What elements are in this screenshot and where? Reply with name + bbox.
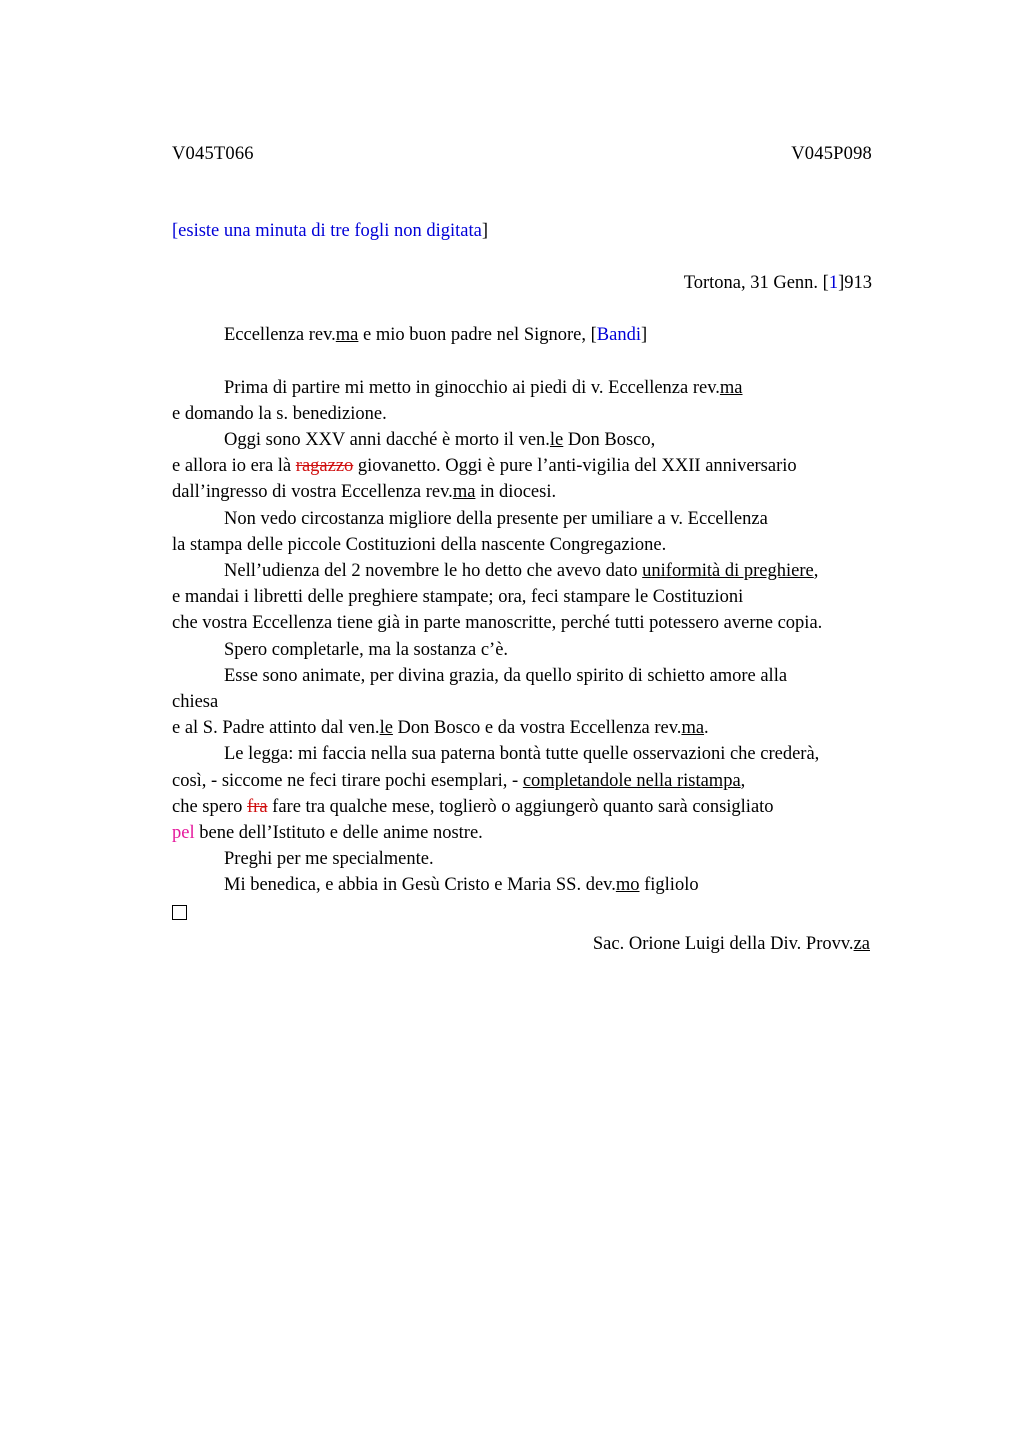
p6-text-e: . [704,718,709,739]
p4-text-b: , [813,561,819,582]
p4-text-c: e mandai i libretti delle preghiere stampate; ora, feci stampare le Costituzioni [172,587,744,608]
p9-text-b: figliolo [639,875,699,896]
p2-abbrev-ma: ma [452,482,476,503]
salutation-start: Eccellenza rev. [224,325,336,346]
editorial-note [172,218,884,244]
paragraph-2-line-3 [172,479,884,505]
p9-abbrev-mo: mo [615,875,640,896]
p2-text-c: e allora io era là [172,456,296,477]
p6-text-c: e al S. Padre attinto dal ven. [172,718,380,739]
paragraph-9 [172,872,884,898]
dateline-prefix: Tortona, 31 Genn. [ [683,273,829,294]
p4-underlined-phrase: uniformità di preghiere [642,561,814,582]
p2-text-a: Oggi sono XXV anni dacché è morto il ven. [224,430,550,451]
paragraph-6-line-2 [172,689,884,715]
p2-text-d: giovanetto. Oggi è pure l’anti-vigilia del XXII anniversario [353,456,797,477]
paragraph-6-line-3 [172,715,884,741]
paragraph-4-line-3 [172,610,884,636]
salutation-abbrev-ma: ma [335,325,359,346]
salutation [172,322,884,348]
editorial-note-close-bracket: ] [481,221,488,241]
p7-text-b: così, - siccome ne feci tirare pochi esemplari, - [172,770,523,791]
p6-abbrev-ma: ma [681,718,705,739]
paragraph-1-line-1 [172,375,884,401]
end-of-document-box-icon [172,905,187,920]
paragraph-6-line-1 [172,663,884,689]
p1-abbrev-ma: ma [719,377,743,398]
p7-inserted-word: pel [172,823,195,844]
paragraph-2-line-1 [172,427,884,453]
signature-text: Sac. Orione Luigi della Div. Provv. [592,933,854,954]
p7-text-f: bene dell’Istituto e delle anime nostre. [194,823,483,844]
header-left-code: V045T066 [172,144,254,164]
p6-text-b: chiesa [172,692,219,713]
p2-abbrev-le: le [549,430,564,451]
p5-text: Spero completarle, ma la sostanza c’è. [224,639,509,660]
p4-text-a: Nell’udienza del 2 novembre le ho detto che avevo dato [224,561,643,582]
p7-deleted-word: fra [247,796,268,817]
p7-text-d: che spero [172,796,247,817]
paragraph-5 [172,637,884,663]
p4-text-d: che vostra Eccellenza tiene già in parte manoscritte, perché tutti potessero averne copia. [172,613,823,634]
paragraph-4-line-1 [172,558,884,584]
letter-body [172,218,884,957]
p1-text-b: e domando la s. benedizione. [172,403,387,424]
p2-text-e: dall’ingresso di vostra Eccellenza rev. [172,482,453,503]
salutation-close-bracket: ] [640,325,648,346]
signature-line [172,931,884,957]
p2-deleted-word: ragazzo [295,456,354,477]
p7-underlined-phrase: completandole nella ristampa [522,770,741,791]
p3-text-a: Non vedo circostanza migliore della presente per umiliare a v. Eccellenza [224,508,768,529]
paragraph-7-line-1 [172,741,884,767]
p1-text-a: Prima di partire mi metto in ginocchio ai piedi di v. Eccellenza rev. [224,377,720,398]
p2-text-f: in diocesi. [475,482,557,503]
paragraph-2-line-2 [172,453,884,479]
p6-text-d: Don Bosco e da vostra Eccellenza rev. [392,718,682,739]
salutation-recipient-name: Bandi [596,325,641,346]
paragraph-7-line-4 [172,820,884,846]
signature-abbrev-za: za [853,933,870,954]
p2-text-b: Don Bosco, [563,430,656,451]
paragraph-1-line-2 [172,401,884,427]
paragraph-7-line-2 [172,768,884,794]
paragraph-4-line-2 [172,584,884,610]
paragraph-3-line-1 [172,506,884,532]
editorial-note-open-bracket: [ [172,221,179,241]
p3-text-b: la stampa delle piccole Costituzioni della nascente Congregazione. [172,534,667,555]
p7-text-e: fare tra qualche mese, toglierò o aggiungerò quanto sarà consigliato [267,796,774,817]
dateline-bracket-number: 1 [828,273,839,294]
p7-text-a: Le legga: mi faccia nella sua paterna bontà tutte quelle osservazioni che crederà, [224,744,820,765]
p6-text-a: Esse sono animate, per divina grazia, da quello spirito di schietto amore alla [224,665,788,686]
page-header [172,144,872,165]
editorial-note-text: esiste una minuta di tre fogli non digitata [178,221,482,241]
p9-text-a: Mi benedica, e abbia in Gesù Cristo e Maria SS. dev. [224,875,616,896]
dateline [172,270,884,296]
paragraph-3-line-2 [172,532,884,558]
paragraph-7-line-3 [172,794,884,820]
header-right-code: V045P098 [791,144,872,164]
p6-abbrev-le: le [379,718,393,739]
p8-text: Preghi per me specialmente. [224,849,434,870]
p7-text-c: , [740,770,746,791]
paragraph-8 [172,846,884,872]
dateline-suffix: ]913 [838,273,872,294]
salutation-middle: e mio buon padre nel Signore, [ [358,325,597,346]
